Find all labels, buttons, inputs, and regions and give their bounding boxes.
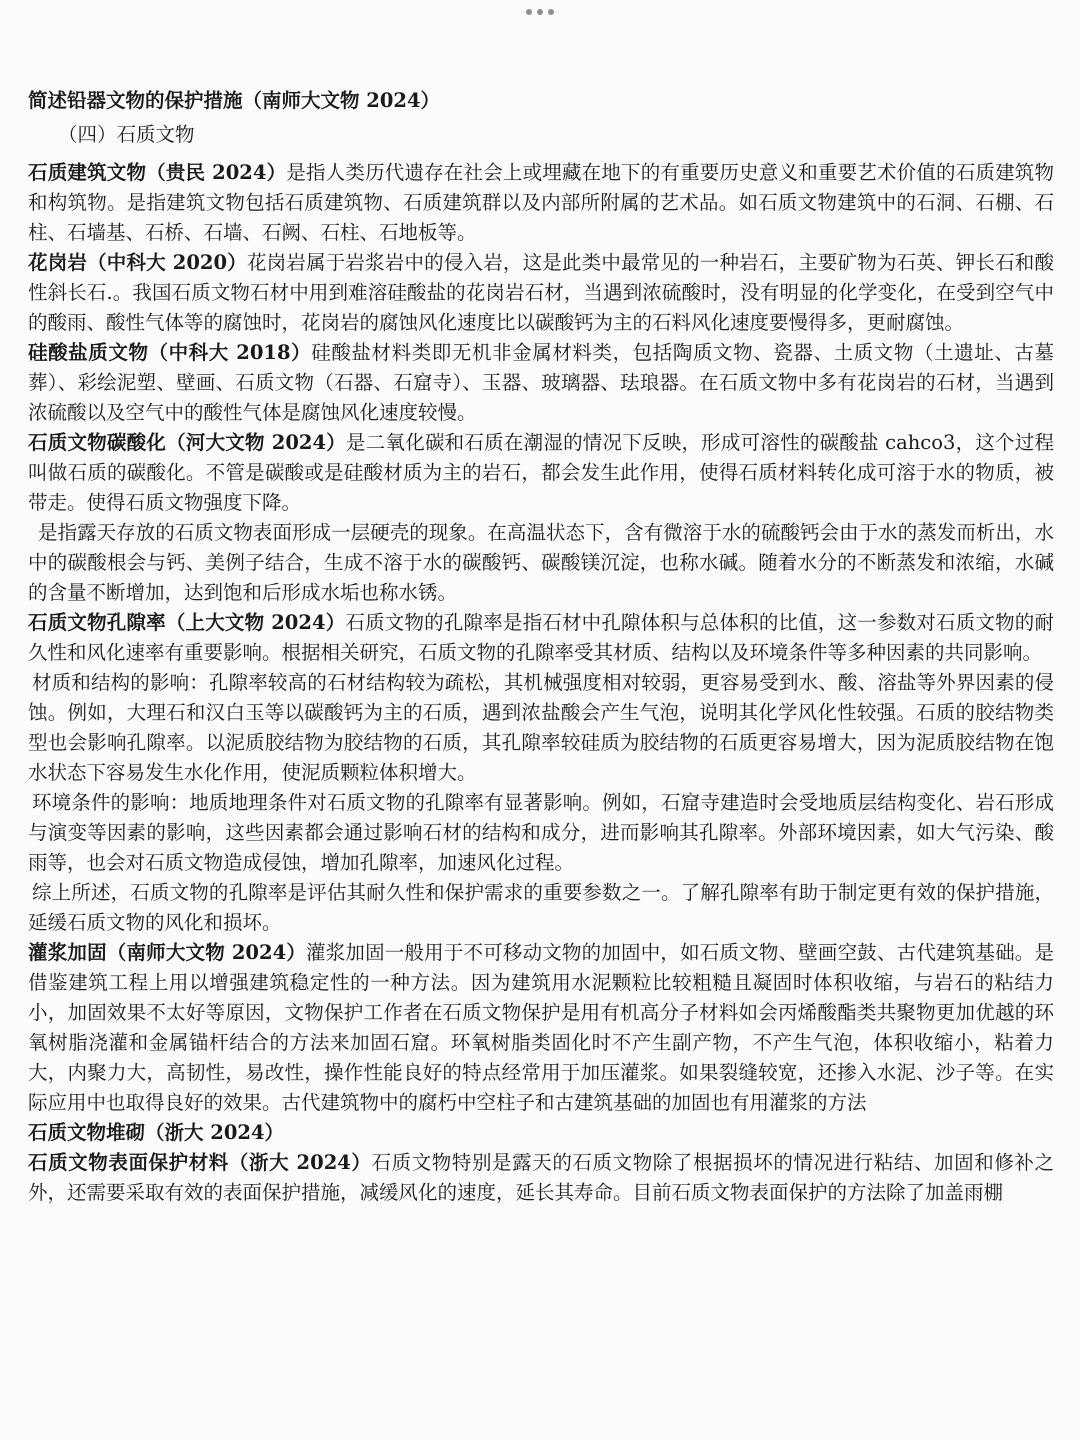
dot: [537, 9, 543, 15]
entry-text: 硅酸盐材料类即无机非金属材料类，包括陶质文物、瓷器、土质文物（土遗址、古墓葬）、彩绘泥塑、壁画、石质文物（石器、石窟寺）、玉器、玻璃器、珐琅器。在石质文物中多有花岗岩的石材，当遇到浓硫酸以及空气中的酸性气体是腐蚀风化速度较慢。: [28, 341, 1054, 424]
entry-text: 石质文物特别是露天的石质文物除了根据损坏的情况进行粘结、加固和修补之外，还需要采取有效的表面保护措施，减缓风化的速度，延长其寿命。目前石质文物表面保护的方法除了加盖雨棚: [28, 1151, 1054, 1204]
entry-silicate: [28, 338, 1054, 428]
entry-porosity: [28, 608, 1054, 668]
entry-term: 石质文物孔隙率（上大文物 2024）: [28, 611, 346, 634]
paragraph-environment: 环境条件的影响：地质地理条件对石质文物的孔隙率有显著影响。例如，石窟寺建造时会受地质层结构变化、岩石形成与演变等因素的影响，这些因素都会通过影响石材的结构和成分，进而影响其孔隙率。外部环境因素，如大气污染、酸雨等，也会对石质文物造成侵蚀，增加孔隙率，加速风化过程。: [28, 791, 1054, 874]
entry-term: 灌浆加固（南师大文物 2024）: [28, 941, 307, 964]
entry-term: 硅酸盐质文物（中科大 2018）: [28, 341, 312, 364]
entry-granite: [28, 248, 1054, 338]
dot: [548, 9, 554, 15]
entry-text: 是指人类历代遗存在社会上或埋藏在地下的有重要历史意义和重要艺术价值的石质建筑物和构筑物。是指建筑文物包括石质建筑物、石质建筑群以及内部所附属的艺术品。如石质文物建筑中的石洞、石棚、石柱、石墙基、石桥、石墙、石阙、石柱、石地板等。: [28, 161, 1054, 244]
document-title: 简述铅器文物的保护措施（南师大文物 2024）: [28, 89, 441, 112]
paragraph-material: 材质和结构的影响：孔隙率较高的石材结构较为疏松，其机械强度相对较弱，更容易受到水、酸、溶盐等外界因素的侵蚀。例如，大理石和汉白玉等以碳酸钙为主的石质，遇到浓盐酸会产生气泡，说明其化学风化性较强。石质的胶结物类型也会影响孔隙率。以泥质胶结物为胶结物的石质，其孔隙率较硅质为胶结物的石质更容易增大，因为泥质胶结物在饱水状态下容易发生水化作用，使泥质颗粒体积增大。: [28, 671, 1054, 784]
document-body: [28, 86, 1054, 1208]
entry-term: 石质文物碳酸化（河大文物 2024）: [28, 431, 347, 454]
entry-surface-protection: [28, 1148, 1054, 1208]
section-heading: （四）石质文物: [58, 123, 195, 146]
more-dots-icon[interactable]: [0, 9, 1080, 19]
entry-stone-building: [28, 158, 1054, 248]
paragraph-summary: 综上所述，石质文物的孔隙率是评估其耐久性和保护需求的重要参数之一。了解孔隙率有助于制定更有效的保护措施，延缓石质文物的风化和损坏。: [28, 881, 1054, 934]
paragraph-crust: 是指露天存放的石质文物表面形成一层硬壳的现象。在高温状态下，含有微溶于水的硫酸钙会由于水的蒸发而析出，水中的碳酸根会与钙、美例子结合，生成不溶于水的碳酸钙、碳酸镁沉淀，也称水碱。随着水分的不断蒸发和浓缩，水碱的含量不断增加，达到饱和后形成水垢也称水锈。: [28, 521, 1054, 604]
entry-carbonation: [28, 428, 1054, 518]
entry-term: 石质建筑文物（贵民 2024）: [28, 161, 287, 184]
entry-text: 花岗岩属于岩浆岩中的侵入岩，这是此类中最常见的一种岩石，主要矿物为石英、钾长石和酸性斜长石.。我国石质文物石材中用到难溶硅酸盐的花岗岩石材，当遇到浓硫酸时，没有明显的化学变化，在受到空气中的酸雨、酸性气体等的腐蚀时，花岗岩的腐蚀风化速度比以碳酸钙为主的石料风化速度要慢得多，更耐腐蚀。: [28, 251, 1054, 334]
heading-masonry: 石质文物堆砌（浙大 2024）: [28, 1121, 285, 1144]
entry-term: 花岗岩（中科大 2020）: [28, 251, 247, 274]
entry-term: 石质文物表面保护材料（浙大 2024）: [28, 1151, 372, 1174]
dot: [526, 9, 532, 15]
entry-text: 灌浆加固一般用于不可移动文物的加固中，如石质文物、壁画空鼓、古代建筑基础。是借鉴建筑工程上用以增强建筑稳定性的一种方法。因为建筑用水泥颗粒比较粗糙且凝固时体积收缩，与岩石的粘结力小，加固效果不太好等原因，文物保护工作者在石质文物保护是用有机高分子材料如会丙烯酸酯类共聚物更加优越的环氧树脂浇灌和金属锚杆结合的方法来加固石窟。环氧树脂类固化时不产生副产物，不产生气泡，体积收缩小，粘着力大，内聚力大，高韧性，易改性，操作性能良好的特点经常用于加压灌浆。如果裂缝较宽，还掺入水泥、沙子等。在实际应用中也取得良好的效果。古代建筑物中的腐朽中空柱子和古建筑基础的加固也有用灌浆的方法: [28, 941, 1054, 1114]
entry-text: 是二氧化碳和石质在潮湿的情况下反映，形成可溶性的碳酸盐 cahco3，这个过程叫做石质的碳酸化。不管是碳酸或是硅酸材质为主的岩石，都会发生此作用，使得石质材料转化成可溶于水的物质，被带走。使得石质文物强度下降。: [28, 431, 1055, 514]
entry-text: 石质文物的孔隙率是指石材中孔隙体积与总体积的比值，这一参数对石质文物的耐久性和风化速率有重要影响。根据相关研究，石质文物的孔隙率受其材质、结构以及环境条件等多种因素的共同影响。: [28, 611, 1054, 664]
entry-grouting: [28, 938, 1054, 1118]
